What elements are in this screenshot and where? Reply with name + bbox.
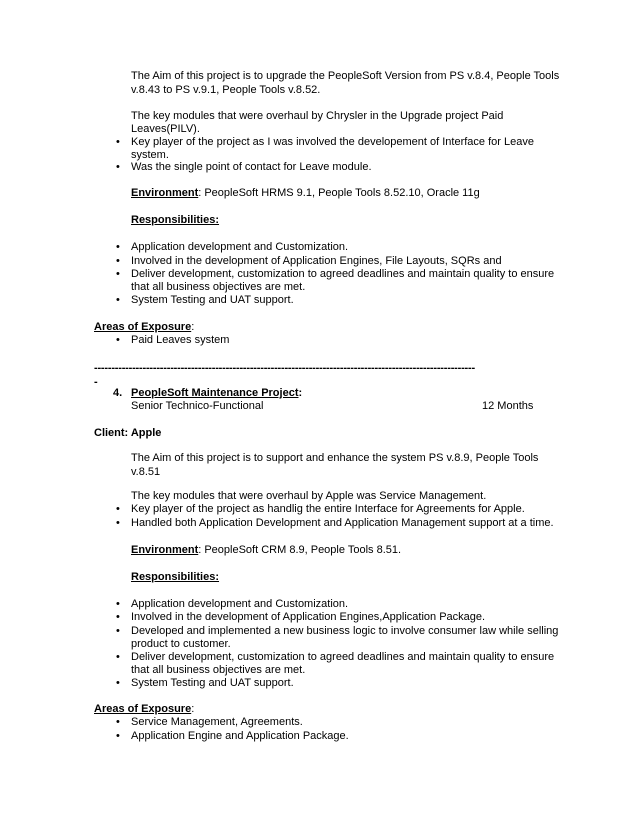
bullet: • (116, 241, 120, 253)
project4-bullet-1: Key player of the project as handlig the entire Interface for Agreements for Apple. (131, 503, 525, 515)
project3-resp-1: Application development and Customization. (131, 241, 349, 253)
bullet: • (116, 161, 120, 173)
bullet: • (116, 268, 120, 280)
project4-exposure-2: Application Engine and Application Package. (131, 730, 349, 742)
exposure-label: Areas of Exposure (94, 321, 192, 333)
exposure-label: Areas of Exposure (94, 703, 192, 715)
project3-aim-line2: v.8.43 to PS v.9.1, People Tools v.8.52. (131, 84, 321, 96)
project4-title (131, 387, 302, 401)
project4-resp-2: Involved in the development of Application Engines,Application Package. (131, 611, 486, 623)
environment-label: Environment (131, 187, 199, 199)
project4-number: 4. (113, 387, 123, 399)
bullet: • (116, 677, 120, 689)
project3-resp-2: Involved in the development of Application Engines, File Layouts, SQRs and (131, 255, 502, 267)
environment-value: : PeopleSoft CRM 8.9, People Tools 8.51. (198, 544, 402, 556)
project3-resp-3-line1: Deliver development, customization to agreed deadlines and maintain quality to ensure (131, 268, 555, 280)
project3-exposure-1: Paid Leaves system (131, 334, 230, 346)
project3-responsibilities-heading: Responsibilities: (131, 214, 220, 226)
project3-exposure-heading (94, 321, 194, 335)
project4-environment (131, 544, 401, 558)
project4-duration: 12 Months (482, 400, 534, 412)
bullet: • (116, 517, 120, 529)
project4-responsibilities-heading: Responsibilities: (131, 571, 220, 583)
project4-resp-5: System Testing and UAT support. (131, 677, 294, 689)
project4-aim-line1: The Aim of this project is to support and enhance the system PS v.8.9, People Tools (131, 452, 539, 464)
section-separator-tail: - (94, 376, 98, 388)
project4-exposure-heading (94, 703, 194, 717)
project4-resp-4-line2: that all business objectives are met. (131, 664, 306, 676)
bullet: • (116, 598, 120, 610)
project4-modules-line1: The key modules that were overhaul by Apple was Service Management. (131, 490, 487, 502)
bullet: • (116, 294, 120, 306)
bullet: • (116, 651, 120, 663)
project4-title-text: PeopleSoft Maintenance Project (131, 387, 299, 399)
project3-bullet-1-line2: system. (131, 149, 169, 161)
bullet: • (116, 503, 120, 515)
environment-label: Environment (131, 544, 199, 556)
project4-resp-4-line1: Deliver development, customization to agreed deadlines and maintain quality to ensure (131, 651, 555, 663)
project3-modules-line2: Leaves(PILV). (131, 123, 200, 135)
bullet: • (116, 611, 120, 623)
project4-title-colon: : (298, 387, 303, 399)
project4-bullet-2: Handled both Application Development and Application Management support at a time. (131, 517, 554, 529)
project3-aim-line1: The Aim of this project is to upgrade the PeopleSoft Version from PS v.8.4, People Tools (131, 70, 560, 82)
project4-resp-3-line2: product to customer. (131, 638, 231, 650)
project3-resp-3-line2: that all business objectives are met. (131, 281, 306, 293)
project4-role: Senior Technico-Functional (131, 400, 264, 412)
bullet: • (116, 730, 120, 742)
project4-exposure-1: Service Management, Agreements. (131, 716, 303, 728)
section-separator: -------------------------------------------------------------------------------------------------------------- (94, 362, 475, 374)
bullet: • (116, 625, 120, 637)
bullet: • (116, 334, 120, 346)
project3-resp-4: System Testing and UAT support. (131, 294, 294, 306)
bullet: • (116, 136, 120, 148)
project3-environment (131, 187, 480, 201)
bullet: • (116, 716, 120, 728)
project4-client: Client: Apple (94, 427, 162, 439)
exposure-colon: : (191, 703, 195, 715)
project3-modules-line1: The key modules that were overhaul by Chrysler in the Upgrade project Paid (131, 110, 504, 122)
project4-resp-3-line1: Developed and implemented a new business logic to involve consumer law while selling (131, 625, 559, 637)
exposure-colon: : (191, 321, 195, 333)
project3-bullet-1-line1: Key player of the project as I was involved the developement of Interface for Leave (131, 136, 534, 148)
bullet: • (116, 255, 120, 267)
environment-value: : PeopleSoft HRMS 9.1, People Tools 8.52.10, Oracle 11g (198, 187, 480, 199)
project4-resp-1: Application development and Customization. (131, 598, 349, 610)
project3-bullet-2: Was the single point of contact for Leave module. (131, 161, 372, 173)
project4-aim-line2: v.8.51 (131, 466, 161, 478)
